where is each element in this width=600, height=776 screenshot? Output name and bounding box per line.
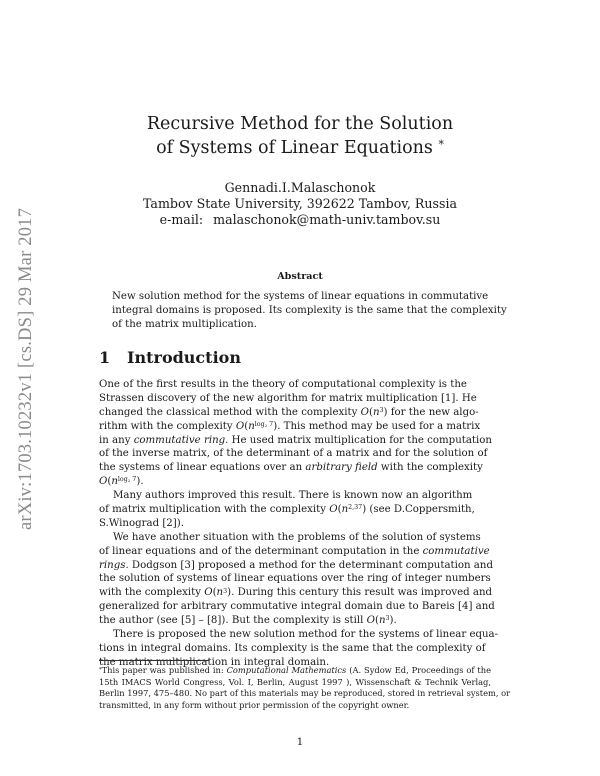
- emphasis-commutative: commutative: [422, 545, 490, 557]
- text-run: . This method may be used for a matrix: [277, 420, 481, 432]
- body-line: the solution of systems of linear equations over the ring of integer numbers: [99, 573, 491, 585]
- body-line: generalized for arbitrary commutative integral domain due to Bareis [4] and: [99, 601, 495, 613]
- math-O-n3: O: [204, 587, 213, 599]
- body-line: changed the classical method with the complexity $O(n^3)$ for the new algo-: [99, 406, 479, 418]
- section-number: 1: [99, 348, 111, 367]
- math-O-n3: O: [366, 615, 375, 627]
- text-run: for the new algo-: [387, 406, 479, 418]
- math-O-n3: O: [360, 406, 369, 418]
- emphasis-commutative-ring: commutative ring: [133, 434, 226, 446]
- body-line: Many authors improved this result. There is known now an algorithm: [113, 490, 473, 502]
- footnote-line: Berlin 1997, 475–480. No part of this materials may be reproduced, stored in retrieval system, or: [99, 688, 511, 699]
- body-line: in any commutative ring. He used matrix multiplication for the computation: [99, 434, 492, 446]
- section-heading: [99, 348, 241, 367]
- arxiv-identifier-stamp: arXiv:1703.10232v1 [cs.DS] 29 Mar 2017: [16, 207, 36, 530]
- abstract-line: integral domains is proposed. Its complexity is the same that the complexity: [112, 305, 507, 316]
- body-line: with the complexity $O(n^3)$. During this century this result was improved and: [99, 587, 493, 599]
- abstract-heading: Abstract: [277, 271, 323, 282]
- body-line: the author (see [5] – [8]). But the complexity is still $O(n^3)$.: [99, 615, 397, 627]
- emphasis-arbitrary-field: arbitrary field: [305, 462, 378, 474]
- author-name: Gennadi.I.Malaschonok: [224, 180, 376, 195]
- body-line: S.Winograd [2]).: [99, 517, 184, 529]
- text-run: changed the classical method with the complexity: [99, 406, 361, 418]
- body-line: $O(n^{log_2 7})$.: [99, 476, 144, 488]
- body-line: rithm with the complexity $O(n^{log_2 7})$. This method may be used for a matrix: [99, 420, 481, 432]
- title-line-2: [100, 136, 500, 160]
- section-title: Introduction: [127, 348, 241, 367]
- footnote-journal-title: Computational Mathematics: [226, 665, 347, 675]
- paper-title: [100, 112, 500, 160]
- body-line: Strassen discovery of the new algorithm for matrix multiplication [1]. He: [99, 392, 477, 404]
- author-affiliation: Tambov State University, 392622 Tambov, Russia: [143, 196, 457, 211]
- email-label: e-mail:: [159, 212, 204, 227]
- page-number: 1: [296, 737, 304, 748]
- footnote-line: 15th IMACS World Congress, Vol. I, Berlin, August 1997 ), Wissenschaft & Technik Verlag,: [99, 676, 491, 687]
- body-line: of linear equations and of the determinant computation in the commutative: [99, 545, 490, 557]
- body-line: One of the first results in the theory of computational complexity is the: [99, 379, 467, 390]
- math-O-nlog27: O: [235, 420, 245, 432]
- author-email-line: [100, 212, 500, 228]
- body-line: the systems of linear equations over an arbitrary field with the complexity: [99, 462, 483, 474]
- abstract-line: of the matrix multiplication.: [112, 319, 257, 330]
- abstract-line: New solution method for the systems of linear equations in commutative: [112, 291, 489, 302]
- author-email: malaschonok@math-univ.tambov.su: [213, 212, 441, 227]
- body-line: tions in integral domains. Its complexity is the same that the complexity of: [99, 642, 486, 654]
- math-O-n237: O: [329, 504, 338, 516]
- emphasis-rings: rings: [99, 559, 126, 571]
- footnote-line: *This paper was published in: Computational Mathematics (A. Sydow Ed, Proceedings of the: [99, 665, 491, 675]
- title-line-2-text: of Systems of Linear Equations: [156, 138, 433, 158]
- title-footnote-mark: *: [438, 138, 444, 152]
- text-run: rithm with the complexity: [99, 420, 236, 432]
- body-line: We have another situation with the problems of the solution of systems: [113, 531, 481, 543]
- footnote: [99, 665, 511, 711]
- footnote-mark: *: [99, 666, 102, 673]
- body-line: rings. Dodgson [3] proposed a method for the determinant computation and: [99, 559, 493, 571]
- title-line-1: Recursive Method for the Solution: [146, 114, 454, 134]
- author-block: [100, 180, 500, 228]
- body-line: of matrix multiplication with the complexity $O(n^{2,37})$ (see D.Coppersmith,: [99, 504, 475, 516]
- footnote-line: transmitted, in any form without prior permission of the copyright owner.: [99, 699, 410, 710]
- body-line: of the inverse matrix, of the determinant of a matrix and for the solution of: [99, 448, 488, 460]
- body-line: There is proposed the new solution method for the systems of linear equa-: [113, 629, 499, 641]
- footnote-rule: [99, 660, 209, 661]
- math-O-nlog27: O: [99, 476, 108, 488]
- abstract-text: [112, 290, 507, 332]
- body-line: the matrix multiplication in integral domain.: [99, 656, 330, 668]
